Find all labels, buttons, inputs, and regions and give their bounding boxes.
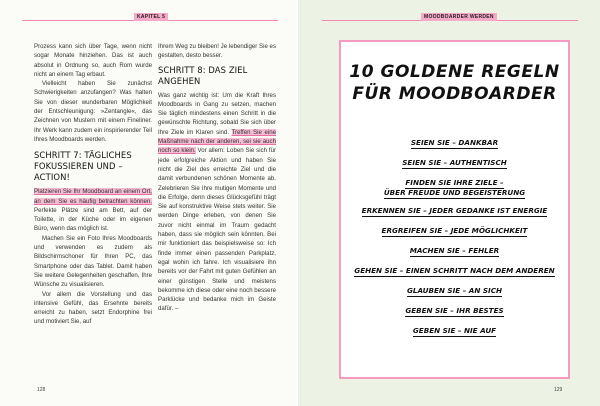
rule-text: GLAUBEN SIE – AN SICH [406,286,503,295]
rule-item [341,286,568,306]
gutter-shadow [298,0,302,406]
section-heading: SCHRITT 8: DAS ZIEL ANGEHEN [158,64,248,86]
rules-list [341,138,568,346]
paragraph: Vielleicht haben Sie zunächst Schwierigkeiten anzufangen? Was halten Sie von dieser wunderbaren Möglichkeit der Entschleunigung: »Zentangle«, das Zeichnen von Mustern mit einem Fineliner. Ihr Werk kann zudem ein inspirierender Teil Ihres Moodboards werden. [34,80,152,143]
rule-item [341,138,568,158]
rule-item [341,178,568,206]
rule-text: ERGREIFEN SIE – JEDE MÖGLICHKEIT [381,226,528,235]
rule-text: ERKENNEN SIE – JEDER GEDANKE IST ENERGIE [361,206,548,215]
paragraph: Vor allem die Vorstellung und das intensive Gefühl, das Ersehnte bereits erreicht zu haben, setzt Endorphine frei und motiviert Sie, auf [34,290,152,326]
rule-text: GEBEN SIE – IHR BESTES [405,306,504,315]
title-line: FÜR MOODBOARDER [352,84,557,104]
text: Vor allem: Loben Sie sich für jede erfolgreiche Aktion und haben Sie nicht die Ziel des erreichte Ziel und die damit verbundenen schönen Momente ab. Zelebrieren Sie Ihre mutigen Momente und die Erfolge, denn dieses Glücksgefühl trägt Sie auf konstruktive Weise stets weiter. Sie werden Dinge erleben, von denen Sie zuvor nicht einmal im Traum gedacht haben, dass sie möglich sein könnten. Bei mir funktioniert das beispielsweise so: Ich finde immer einen passenden Parkplatz, egal wohin ich fahre. Ich visualisiere ihn bereits vor der Fahrt mit guten Gefühlen an einer günstigen Stelle und meistens bekomme ich diese oder eine noch bessere Parklücke und bedanke mich im Geiste dafür. – [158,147,277,313]
rule-item [341,158,568,178]
rule-item [341,326,568,346]
rules-box [339,40,570,379]
rule-text: MACHEN SIE – FEHLER [409,246,500,255]
rule-text: GEBEN SIE – NIE AUF [412,326,497,335]
text: Perfekte Plätze sind am Bett, auf der Toilette, in der Küche oder im eigenen Büro, wenn das möglich ist. [34,206,152,233]
chapter-header: KAPITEL 5 [134,13,168,21]
paragraph: Prozess kann sich über Tage, wenn nicht sogar Monate hinziehen. Das ist auch absolut in Ordnung so, auch Rom wurde nicht an einem Tag erbaut. [34,43,152,78]
page-number: 129 [554,387,563,393]
rule-item [341,266,568,286]
paragraph [158,91,276,314]
paragraph: Ihrem Weg zu bleiben! Je lebendiger Sie es gestalten, desto besser. [158,43,276,60]
left-column-1 [34,42,152,327]
paragraph [34,187,152,233]
chapter-header: MOODBOARDER WERDEN [421,13,497,21]
left-column-2 [158,42,276,314]
title-line: 10 GOLDENE REGELN [349,62,560,82]
rule-item [341,226,568,246]
rule-text: SEIEN SIE – AUTHENTISCH [402,158,507,167]
page-number: 128 [37,387,46,393]
highlighted-text: Platzieren Sie Ihr Moodboard an einem Ort, an dem Sie es häufig betrachten können. [34,188,152,205]
rules-title [341,61,568,105]
rule-item [341,246,568,266]
text: Was ganz wichtig ist: Um die Kraft Ihres Moodboards in Gang zu setzen, machen Sie täglich mindestens einen Schritt in die gewünschte Richtung, sobald Sie sich über Ihre Ziele im Klaren sind. [158,91,276,136]
highlighted-text: Treffen Sie eine Maßnahme nach der anderen, sei sie auch noch so klein. [158,128,277,155]
rule-text: ÜBER FREUDE UND BEGEISTERUNG [383,188,526,197]
section-heading: SCHRITT 7: TÄGLICHES FOKUSSIEREN UND – ACTION! [34,150,132,183]
rule-item [341,306,568,326]
paragraph: Machen Sie ein Foto Ihres Moodboards und verwenden es zudem als Bildschirmschoner für Ihren PC, das Smartphone oder das Tablet. Damit haben Sie weitere Gelegenheiten geschaffen, Ihre Wünsche zu visualisieren. [34,234,152,289]
rule-text: GEHEN SIE – EINEN SCHRITT NACH DEM ANDEREN [354,266,555,275]
rule-item [341,206,568,226]
rule-text: FINDEN SIE IHRE ZIELE – [405,178,504,187]
rule-text: SEIEN SIE – DANKBAR [410,138,499,147]
